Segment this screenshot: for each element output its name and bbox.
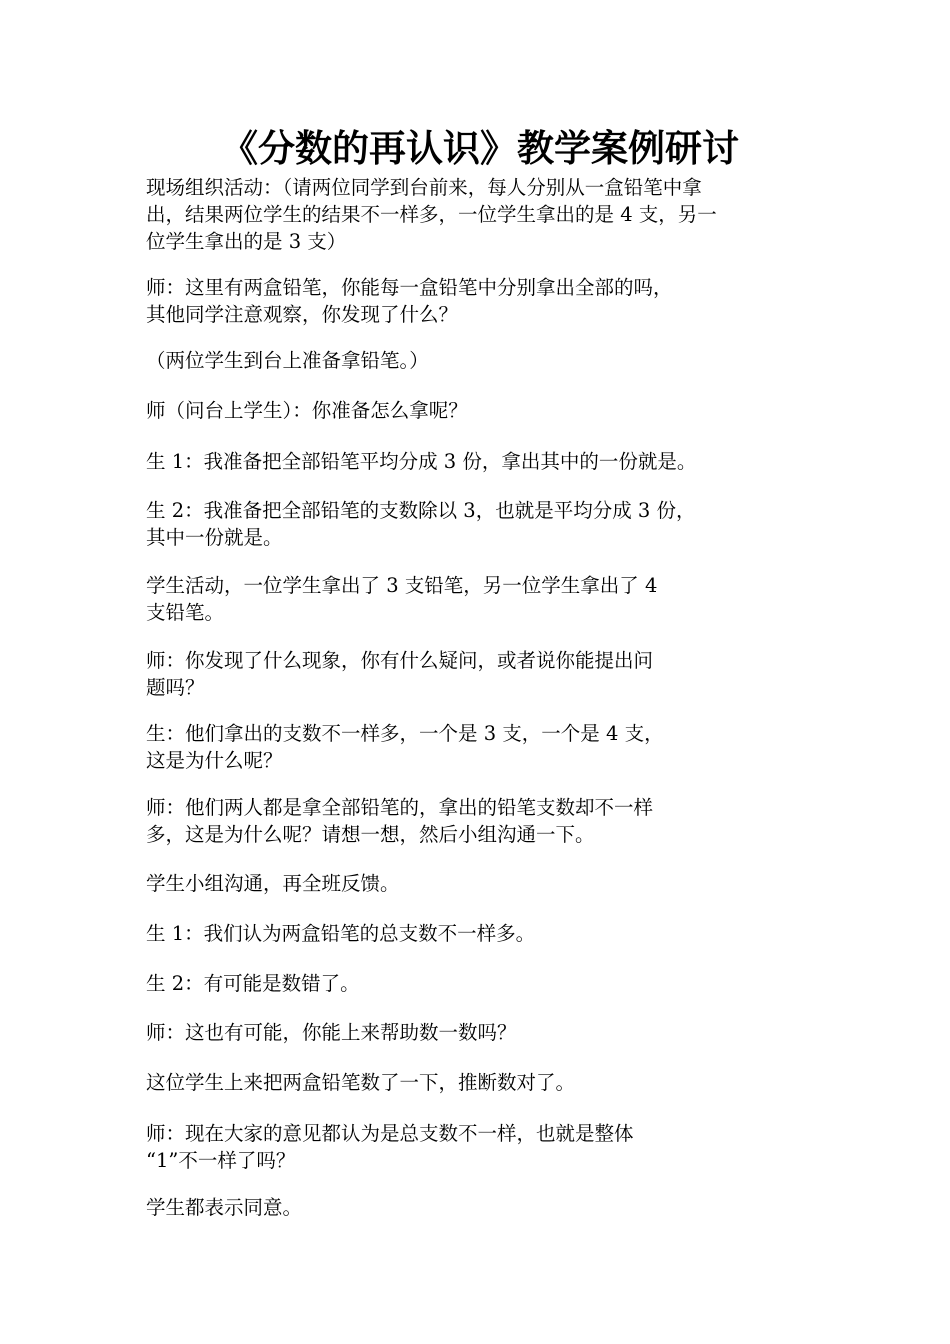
paragraph-5 (146, 448, 826, 475)
paragraph-line: 师：这里有两盒铅笔，你能每一盒铅笔中分别拿出全部的吗， (146, 276, 673, 299)
paragraph-17 (146, 1194, 826, 1221)
paragraph-11 (146, 870, 826, 897)
document-title: 《分数的再认识》教学案例研讨 (221, 126, 739, 170)
paragraph-8 (146, 647, 826, 701)
paragraph-line: 这是为什么呢？ (146, 749, 283, 772)
paragraph-line: 学生小组沟通，再全班反馈。 (146, 872, 400, 895)
paragraph-line: 师：你发现了什么现象，你有什么疑问，或者说你能提出问 (146, 649, 654, 672)
paragraph-line: 其中一份就是。 (146, 526, 283, 549)
paragraph-line: 出，结果两位学生的结果不一样多，一位学生拿出的是 4 支，另一 (146, 203, 717, 226)
paragraph-9 (146, 720, 826, 774)
paragraph-line: 多，这是为什么呢？请想一想，然后小组沟通一下。 (146, 823, 595, 846)
paragraph-line: 师：现在大家的意见都认为是总支数不一样，也就是整体 (146, 1122, 634, 1145)
paragraph-line: 生 1：我们认为两盒铅笔的总支数不一样多。 (146, 922, 536, 945)
paragraph-2 (146, 274, 826, 328)
paragraph-7 (146, 572, 826, 626)
paragraph-line: 生 1：我准备把全部铅笔平均分成 3 份，拿出其中的一份就是。 (146, 450, 697, 473)
paragraph-15 (146, 1069, 826, 1096)
paragraph-6 (146, 497, 826, 551)
paragraph-line: 师：这也有可能，你能上来帮助数一数吗？ (146, 1021, 517, 1044)
paragraph-line: 师（问台上学生）：你准备怎么拿呢？ (146, 399, 468, 422)
paragraph-line: 师：他们两人都是拿全部铅笔的，拿出的铅笔支数却不一样 (146, 796, 654, 819)
paragraph-line: 生：他们拿出的支数不一样多，一个是 3 支，一个是 4 支， (146, 722, 664, 745)
paragraph-line: 生 2：我准备把全部铅笔的支数除以 3，也就是平均分成 3 份， (146, 499, 696, 522)
paragraph-line: 学生活动，一位学生拿出了 3 支铅笔，另一位学生拿出了 4 (146, 574, 658, 597)
paragraph-line: （两位学生到台上准备拿铅笔。） (146, 349, 429, 372)
paragraph-10 (146, 794, 826, 848)
paragraph-line: “1”不一样了吗？ (146, 1149, 296, 1172)
paragraph-line: 题吗？ (146, 676, 205, 699)
paragraph-14 (146, 1019, 826, 1046)
paragraph-line: 现场组织活动：（请两位同学到台前来，每人分别从一盒铅笔中拿 (146, 176, 702, 199)
paragraph-12 (146, 920, 826, 947)
paragraph-line: 位学生拿出的是 3 支） (146, 230, 347, 253)
paragraph-line: 这位学生上来把两盒铅笔数了一下，推断数对了。 (146, 1071, 576, 1094)
paragraph-4 (146, 397, 826, 424)
paragraph-line: 支铅笔。 (146, 601, 225, 624)
paragraph-1 (146, 174, 826, 255)
paragraph-13 (146, 970, 826, 997)
paragraph-line: 生 2：有可能是数错了。 (146, 972, 360, 995)
paragraph-line: 其他同学注意观察，你发现了什么？ (146, 303, 459, 326)
paragraph-line: 学生都表示同意。 (146, 1196, 303, 1219)
paragraph-3 (146, 347, 826, 374)
paragraph-16 (146, 1120, 826, 1174)
